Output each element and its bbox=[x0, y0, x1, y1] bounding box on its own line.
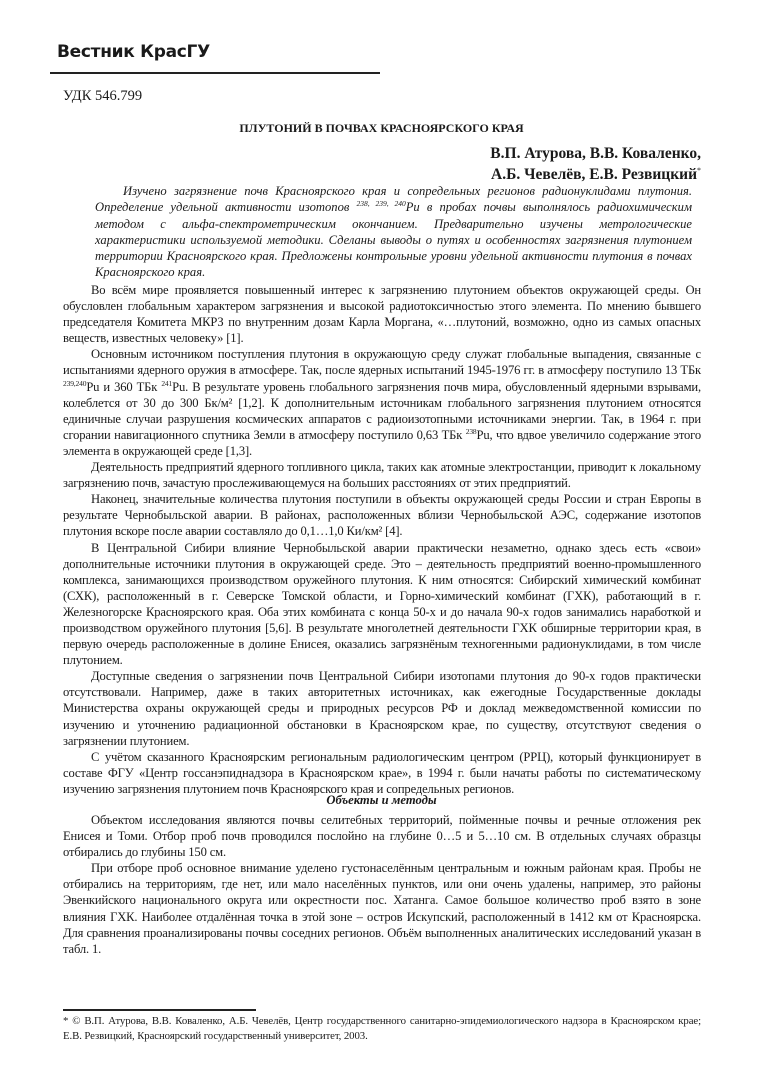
paragraph bbox=[63, 346, 701, 459]
section-heading: Объекты и методы bbox=[326, 793, 437, 807]
paragraph-text: Pu, что вдвое увеличило содержание этого элемента в окружающей среде [1,3]. bbox=[63, 427, 701, 458]
paragraph-text: Основным источником поступления плутония в окружающую среду служат глобальные выпадения, связанные с испытаниями ядерного оружия в атмосфере. Так, после ядерных испытаний 1945-1976 гг. в атмосферу поступило 13 ТБк bbox=[63, 347, 701, 378]
udc-code: УДК 546.799 bbox=[63, 88, 143, 104]
abstract bbox=[95, 183, 692, 281]
footnote-mark: * bbox=[697, 165, 701, 175]
paragraph: Во всём мире проявляется повышенный интерес к загрязнению плутонием объектов окружающей среды. Он обусловлен глобальным характером загрязнения и высокой радиотоксичностью этого элемента. По мнению бывшего председателя Комитета МКРЗ по внутренним дозам Карла Моргана, «…плутоний, возможно, одно из самых опасных веществ, известных человеку» [1]. bbox=[63, 283, 701, 346]
header-rule bbox=[50, 72, 380, 74]
paragraph-text: Pu. В результате уровень глобального загрязнения почв мира, обусловленный ядерными взрывами, колеблется от 30 до 300 Бк/м² [1,2]. К дополнительным источникам глобального загрязнения плутонием относятся единичные случаи разрушения космических аппаратов с радиоизотопными источниками энергии. Так, в 1964 г. при сгорании навигационного спутника Земли в атмосферу поступило 0,63 ТБк bbox=[63, 379, 701, 442]
abstract-text: Изучено загрязнение почв Красноярского края и сопредельных регионов радионуклидами плутония. Определение удельной активности изотопов bbox=[95, 184, 692, 215]
authors-line-1: В.П. Атурова, В.В. Коваленко, bbox=[490, 145, 701, 162]
footnote: * © В.П. Атурова, В.В. Коваленко, А.Б. Чевелёв, Центр государственного санитарно-эпидемиологического надзора в Красноярском крае; Е.В. Резвицкий, Красноярский государственный университет, 2003. bbox=[63, 1015, 701, 1042]
paragraph: Деятельность предприятий ядерного топливного цикла, таких как атомные электростанции, приводит к локальному загрязнению почв, зачастую прослеживающемуся на больших расстояниях от этих предприятий. bbox=[63, 460, 701, 491]
paragraph: Наконец, значительные количества плутония поступили в объекты окружающей среды России и стран Европы в результате Чернобыльской аварии. В районах, расположенных вблизи Чернобыльской АЭС, содержание изотопов плутония вскоре после аварии составляло до 0,1…1,0 Ки/км² [4]. bbox=[63, 492, 701, 539]
methods-section bbox=[63, 812, 701, 957]
paragraph: В Центральной Сибири влияние Чернобыльской аварии практически незаметно, однако здесь есть «свои» дополнительные источники плутония в окружающей среде. Это – деятельность предприятий военно-промышленного комплекса, занимающихся производством оружейного плутония. К ним относятся: Сибирский химический комбинат (СХК), расположенный в г. Северске Томской области, и Горно-химический комбинат (ГХК), работающий в г. Железногорске Красноярского края. Оба этих комбината с конца 50-х и до начала 90-х годов занимались наработкой и производством оружейного плутония [5,6]. В результате многолетней деятельности ГХК обширные территории края, в первую очередь расположенные в долине Енисея, оказались загрязнёным техногенными радионуклидами, в том числе плутонием. bbox=[63, 540, 701, 668]
journal-name: Вестник КрасГУ bbox=[57, 42, 210, 62]
article-body bbox=[63, 282, 701, 797]
paragraph-text: Pu и 360 ТБк bbox=[86, 379, 162, 394]
paragraph: При отборе проб основное внимание уделено густонаселённым центральным и южным районам края. Пробы не отбирались на территориям, где нет, или мало населённых пунктов, или они очень удалены, например, это районы Эвенкийского национального округа или окрестности пос. Хатанга. Самое большое количество проб взято в зоне влияния ГХК. Наиболее отдалённая точка в этой зоне – остров Искупский, расположенный в 1412 км от Красноярска. Для сравнения проанализированы почвы соседних регионов. Объём выполненных аналитических исследований указан в табл. 1. bbox=[63, 861, 701, 956]
paragraph: С учётом сказанного Красноярским региональным радиологическим центром (РРЦ), который функционирует в составе ФГУ «Центр госсанэпиднадзора в Красноярском крае», в 1994 г. были начаты работы по систематическому изучению загрязнения плутонием почв Красноярского края и сопредельных регионов. bbox=[63, 749, 701, 796]
article-title: ПЛУТОНИЙ В ПОЧВАХ КРАСНОЯРСКОГО КРАЯ bbox=[239, 121, 524, 135]
isotope-superscript: 239,240 bbox=[63, 378, 87, 388]
isotope-superscript: 238, 239, 240 bbox=[356, 199, 406, 209]
paragraph: Доступные сведения о загрязнении почв Центральной Сибири изотопами плутония до 90-х годов практически отсутствовали. Например, даже в таких авторитетных источниках, как ежегодные Государственные доклады Министерства охраны окружающей среды и природных ресурсов РФ и доклад межведомственной комиссии по изучению и уточнению радиационной обстановки в Красноярском крае, по существу, отсутствуют сведения о загрязнении плутонием. bbox=[63, 669, 701, 748]
isotope-superscript: 241 bbox=[161, 378, 173, 388]
footnote-rule bbox=[63, 1009, 256, 1011]
paragraph: Объектом исследования являются почвы селитебных территорий, пойменные почвы и речные отложения рек Енисея и Томи. Отбор проб почв проводился послойно на глубине 0…5 и 5…10 см. В отдельных случаях образцы отбирались до глубины 150 см. bbox=[63, 813, 701, 860]
abstract-text: Pu в пробах почвы выполнялось радиохимическим методом с альфа-спектрометрическим окончанием. Предварительно изучены метрологические характеристики используемой методики. Сделаны выводы о путях и особенностях загрязнения плутонием территории Красноярского края. Предложены контрольные уровни удельной активности плутония в почвах Красноярского края. bbox=[95, 200, 692, 280]
isotope-superscript: 238 bbox=[465, 426, 477, 436]
authors bbox=[490, 143, 701, 185]
authors-line-2: А.Б. Чевелёв, Е.В. Резвицкий bbox=[491, 166, 697, 183]
